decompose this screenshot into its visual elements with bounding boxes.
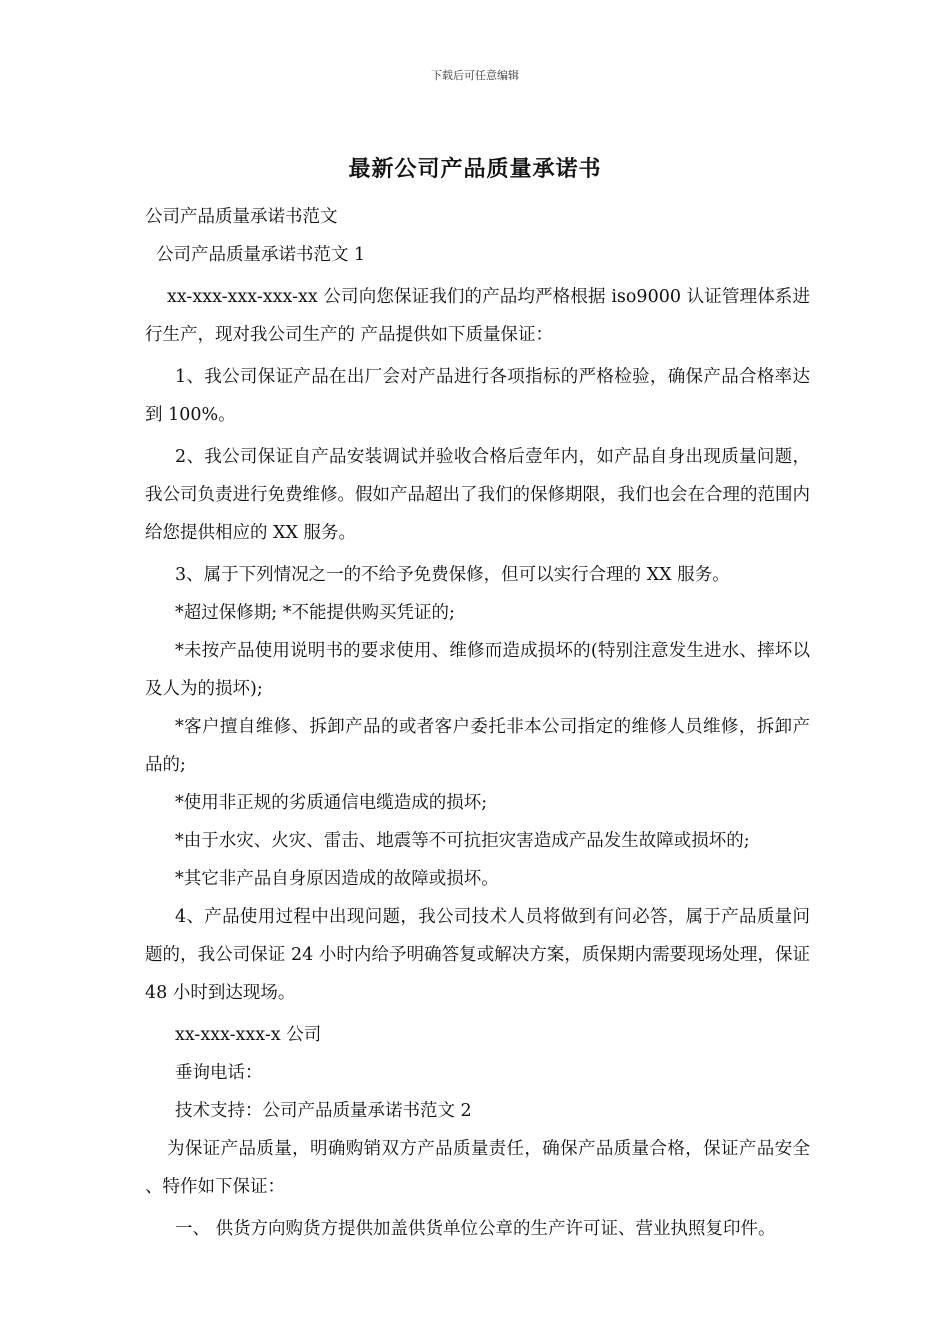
paragraph-sample-2-item-1: 一、 供货方向购货方提供加盖供货单位公章的生产许可证、营业执照复印件。 — [175, 1219, 776, 1239]
paragraph-item-4: 4、产品使用过程中出现问题，我公司技术人员将做到有问必答，属于产品质量问题的，我公司保证 24 小时内给予明确答复或解决方案，质保期内需要现场处理，保证 48 小时到达现场。 — [145, 907, 810, 1003]
paragraph-sample-2-intro: 为保证产品质量，明确购销双方产品质量责任，确保产品质量合格，保证产品安全 、特作如下保证： — [145, 1139, 810, 1197]
paragraph-intro: xx-xxx-xxx-xxx-xx 公司向您保证我们的产品均严格根据 iso9000 认证管理体系进行生产，现对我公司生产的 产品提供如下质量保证： — [145, 287, 810, 345]
document-title: 最新公司产品质量承诺书 — [348, 157, 602, 182]
document-body — [145, 198, 810, 1248]
paragraph-company-signature: xx-xxx-xxx-x 公司 — [175, 1025, 322, 1045]
paragraph-tech-support: 技术支持：公司产品质量承诺书范文 2 — [175, 1101, 472, 1121]
page-header-note: 下载后可任意编辑 — [431, 69, 519, 82]
paragraph-exclusion-4: *使用非正规的劣质通信电缆造成的损坏; — [175, 793, 488, 813]
paragraph-item-1: 1、我公司保证产品在出厂会对产品进行各项指标的严格检验，确保产品合格率达到 100%。 — [145, 367, 810, 425]
paragraph-exclusion-3: *客户擅自维修、拆卸产品的或者客户委托非本公司指定的维修人员维修，拆卸产品的; — [145, 717, 810, 775]
paragraph-subtitle: 公司产品质量承诺书范文 — [145, 207, 338, 227]
paragraph-sample-1-heading: 公司产品质量承诺书范文 1 — [156, 245, 366, 265]
paragraph-exclusion-6: *其它非产品自身原因造成的故障或损坏。 — [175, 869, 499, 889]
paragraph-item-2: 2、我公司保证自产品安装调试并验收合格后壹年内，如产品自身出现质量问题，我公司负责进行免费维修。假如产品超出了我们的保修期限，我们也会在合理的范围内给您提供相应的 XX 服务。 — [145, 447, 810, 543]
paragraph-inquiry-phone: 垂询电话： — [175, 1063, 263, 1083]
paragraph-item-3: 3、属于下列情况之一的不给予免费保修，但可以实行合理的 XX 服务。 — [175, 565, 730, 585]
paragraph-exclusion-5: *由于水灾、火灾、雷击、地震等不可抗拒灾害造成产品发生故障或损坏的; — [175, 831, 750, 851]
paragraph-exclusion-1: *超过保修期; *不能提供购买凭证的; — [175, 603, 455, 623]
paragraph-exclusion-2: *未按产品使用说明书的要求使用、维修而造成损坏的(特别注意发生进水、摔坏以及人为的损坏); — [145, 641, 810, 699]
